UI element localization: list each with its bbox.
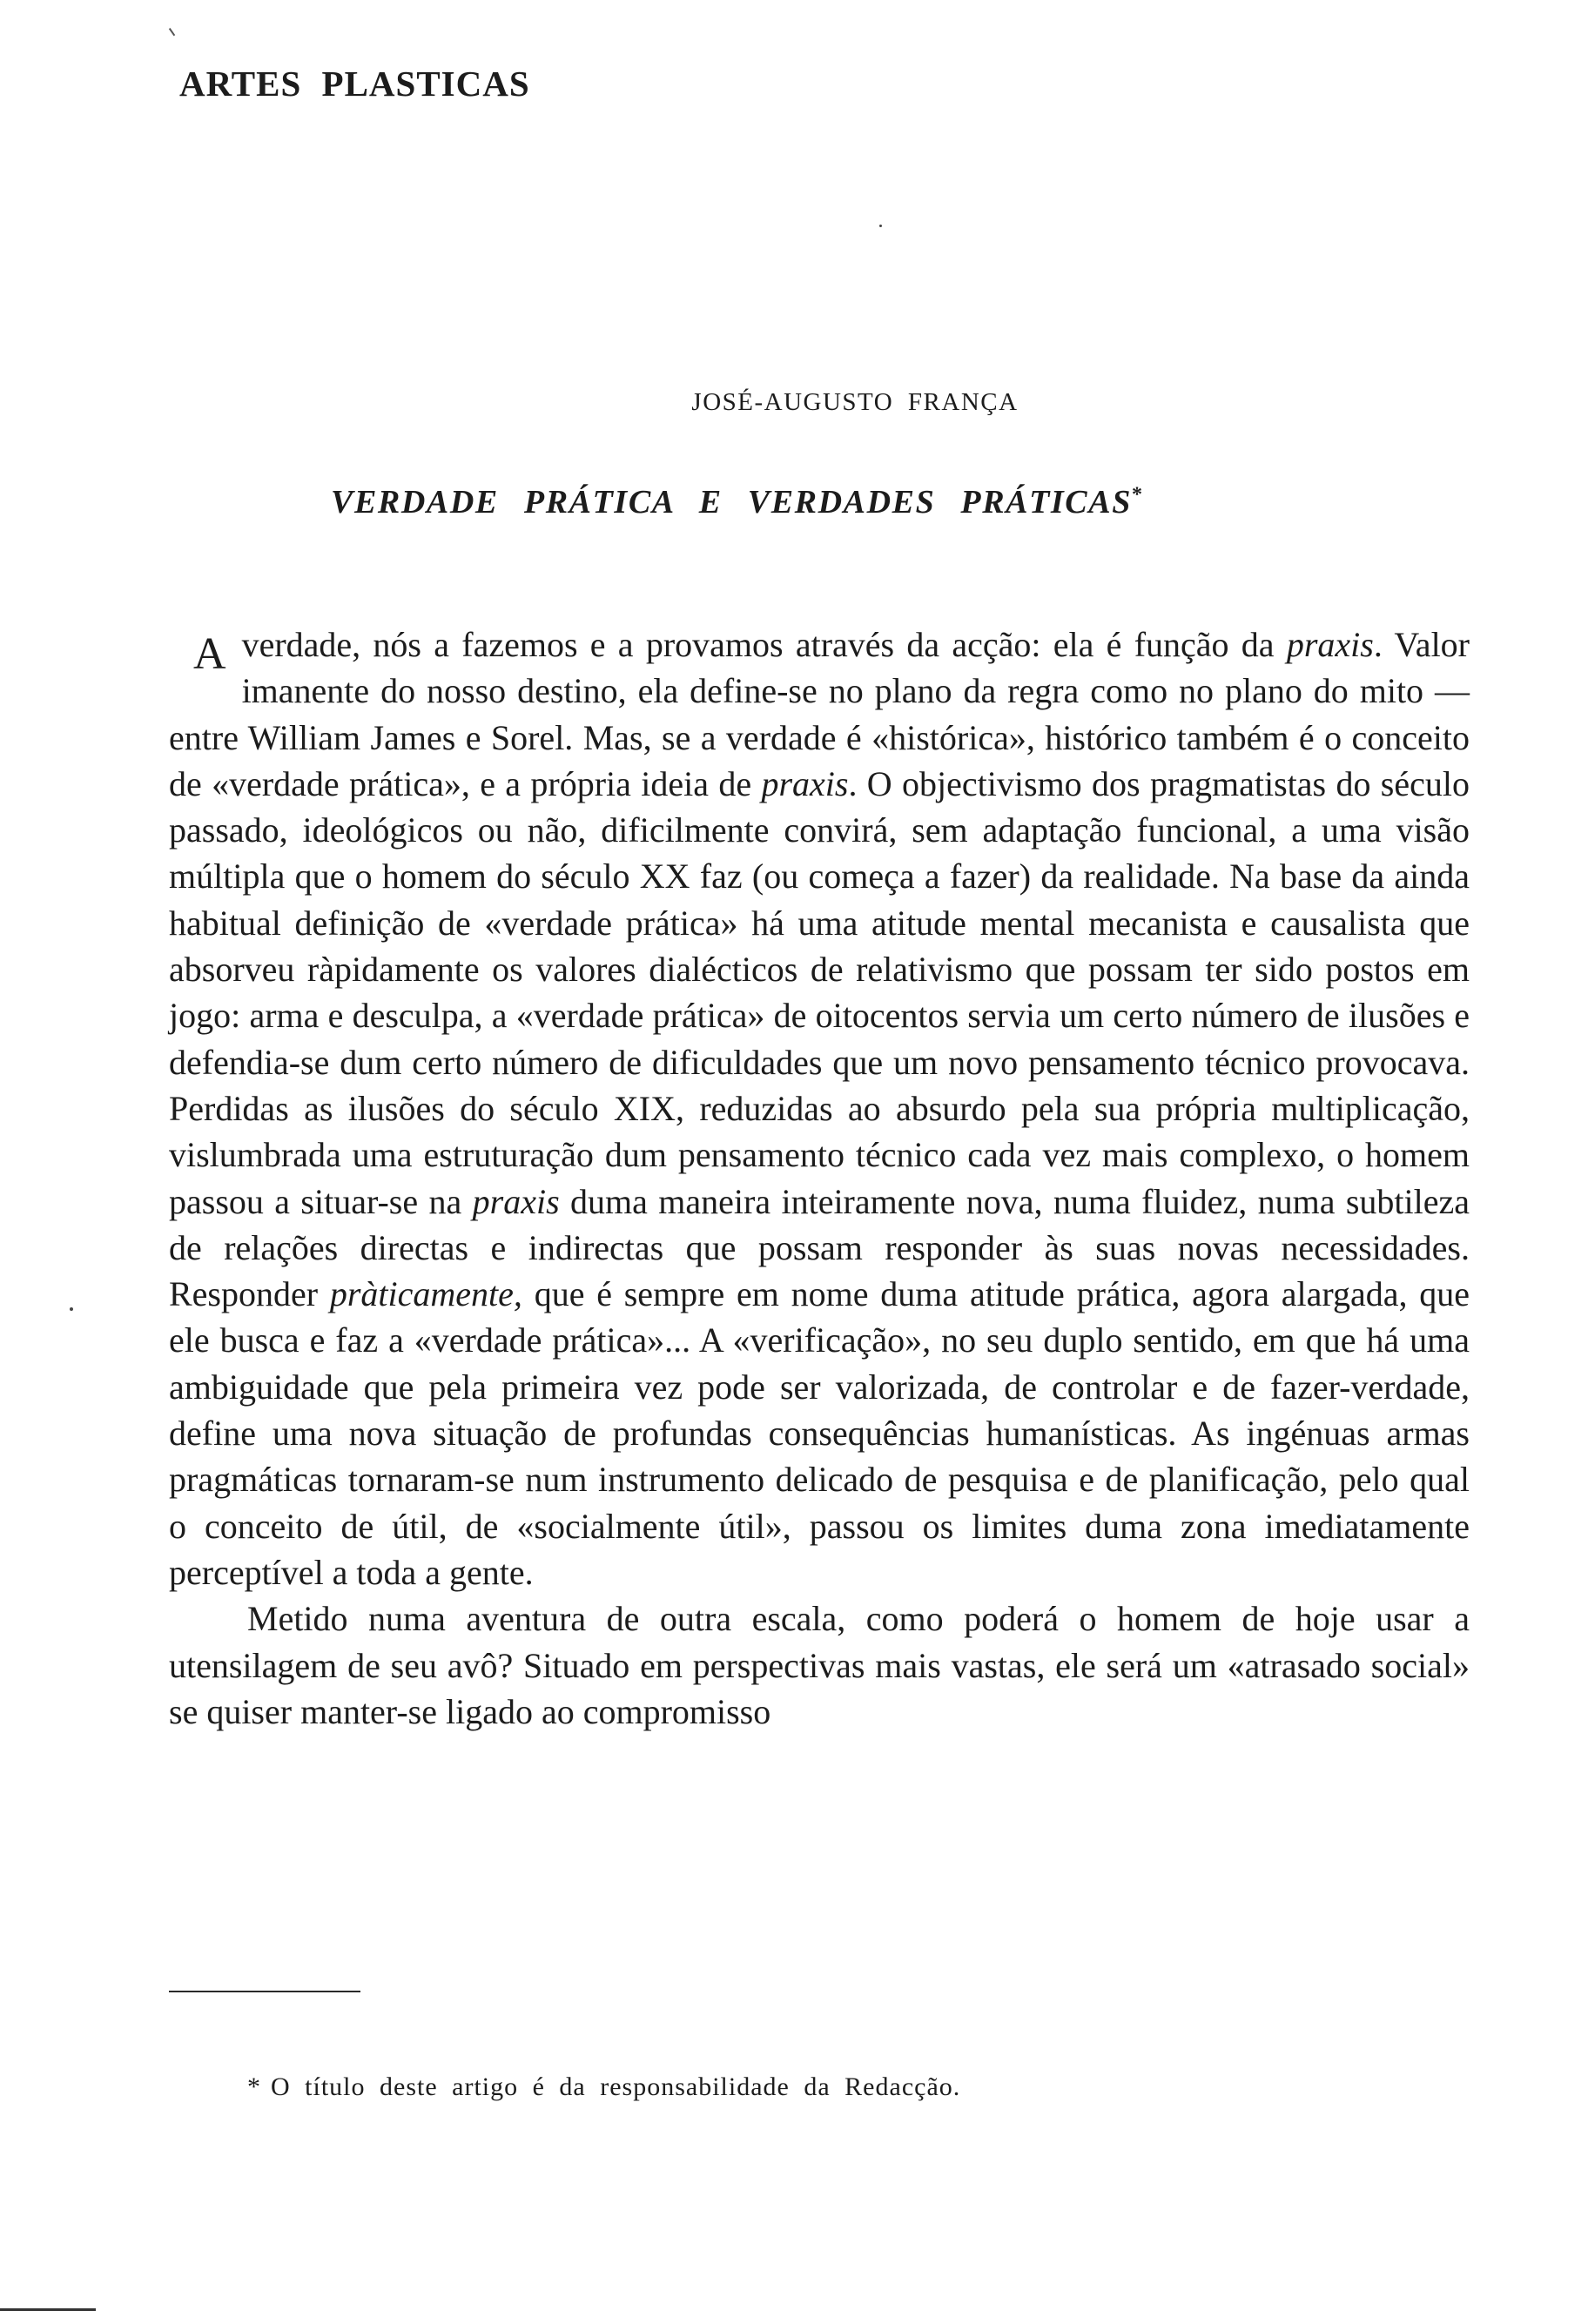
scan-speck [70,1307,73,1311]
scan-mark [169,25,179,37]
paragraph-1-text: . Valor imanente do nosso destino, ela define-se no plano da regra como no plano do mito — entre William James e Sorel. Mas, se a verdade é «histórica», histórico também é o conceito de «verdade prática», e a própria ideia de [169,625,1470,803]
paragraph-1-text: . O objectivismo dos pragmatistas do século passado, ideológicos ou não, dificilmente convirá, sem adaptação funcional, a uma visão múltipla que o homem do século XX faz (ou começa a fazer) da realidade. Na base da ainda habitual definição de «verdade prática» há uma atitude mental mecanista e causalista que absorveu ràpidamente os valores dialécticos de relativismo que possam ter sido postos em jogo: arma e desculpa, a «verdade prática» de oitocentos servia um certo número de ilusões e defendia-se dum certo número de dificuldades que um novo pensamento técnico provocava. Perdidas as ilusões do século XIX, reduzidas ao absurdo pela sua própria multiplicação, vislumbrada uma estruturação dum pensamento técnico cada vez mais complexo, o homem passou a situar-se na [169,763,1470,1221]
paragraph-1-emphasis: praxis [1286,625,1374,664]
drop-cap: A [193,629,226,679]
article-title [331,483,1142,521]
paragraph-1-emphasis: praxis [761,763,849,803]
article-body [169,621,1470,1735]
paragraph-1 [169,621,1470,1595]
paragraph-1-text: que é sempre em nome duma atitude prática, agora alargada, que ele busca e faz a «verdade prática»... A «verificação», no seu duplo sentido, em que há uma ambiguidade que pela primeira vez pode ser valorizada, de controlar e de fazer-verdade, define uma nova situação de profundas consequências humanísticas. As ingénuas armas pragmáticas tornaram-se num instrumento delicado de pesquisa e de planificação, pelo qual o conceito de útil, de «socialmente útil», passou os limites duma zona imediatamente perceptível a toda a gente. [169,1274,1470,1592]
footnote-divider [169,1991,360,1992]
paragraph-1-emphasis: praxis [472,1181,560,1221]
footnote-text: O título deste artigo é da responsabilidade da Redacção. [271,2072,961,2101]
article-author: JOSÉ-AUGUSTO FRANÇA [691,388,1019,416]
scan-speck [879,225,882,227]
footnote-marker: * [247,2072,260,2101]
paragraph-2: Metido numa aventura de outra escala, como poderá o homem de hoje usar a utensilagem de seu avô? Situado em perspectivas mais vastas, ele será um «atrasado social» se quiser manter-se ligado ao compromisso [169,1599,1470,1731]
paragraph-1-text: duma maneira inteiramente nova, numa fluidez, numa subtileza de relações directas e indirectas que possam responder às suas novas necessidades. Responder [169,1181,1470,1314]
article-title-text: VERDADE PRÁTICA E VERDADES PRÁTICAS [331,484,1132,521]
paragraph-1-emphasis: pràticamente, [329,1274,522,1314]
paragraph-1-text: verdade, nós a fazemos e a provamos através da acção: ela é função da [241,625,1287,664]
title-footnote-marker: * [1131,483,1142,507]
scan-edge-line [0,2308,96,2311]
footnote [247,2072,960,2102]
section-heading: ARTES PLASTICAS [179,64,530,104]
